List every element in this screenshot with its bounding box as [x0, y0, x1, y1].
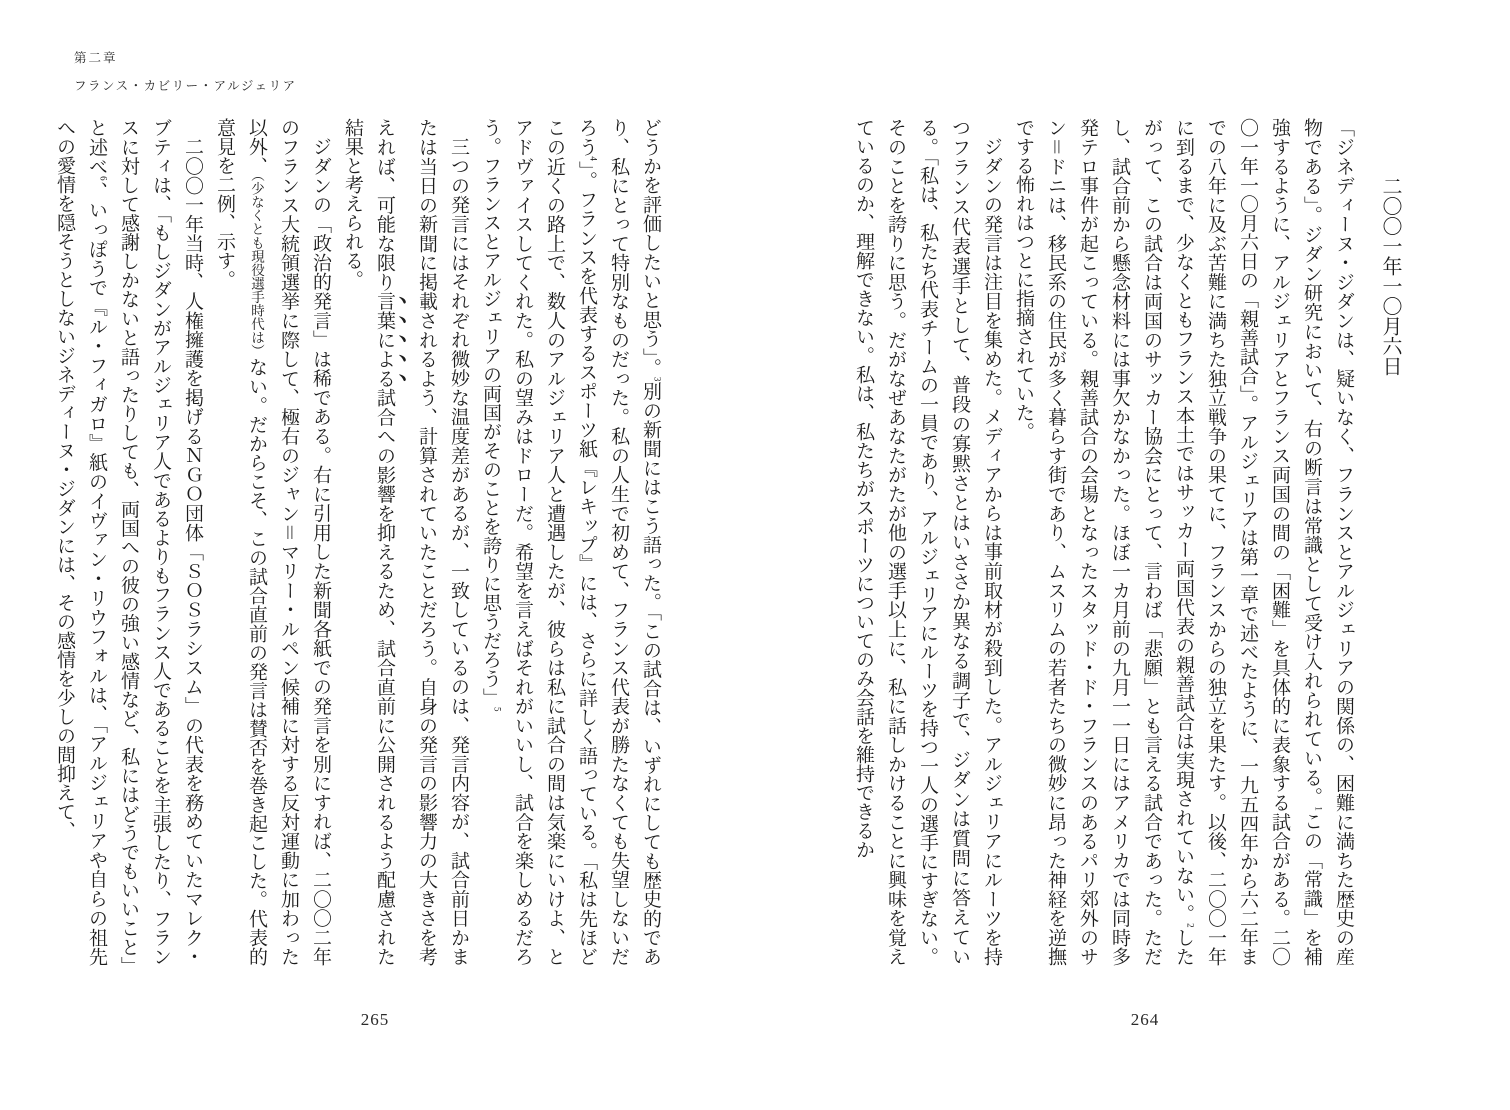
body-text: 三つの発言にはそれぞれ微妙な温度差があるが、一致しているのは、発言内容が、試合前日かまたは当日の新聞に掲載されるよう、計算されていたことだろう。自身の発言の影響力の大きさを考えれば、可能な限り: [374, 118, 469, 966]
body-text: したがって、この試合は両国のサッカー協会にとって、言わば「悲願」とも言える試合であった。ただし、試合前から懸念材料には事欠かなかった。ほぼ一カ月前の九月一一日にはアメリカでは同時多発テロ事件が起こっている。親善試合の会場となったスタッド・ド・フランスのあるパリ郊外のサン＝ドニは、移民系の住民が多く暮らす街であり、ムスリムの若者たちの微妙に昂った神経を逆撫でする怖れはつとに指摘されていた。: [1013, 118, 1194, 967]
body-text: 「ジネディーヌ・ジダンは、疑いなく、フランスとアルジェリアの関係の、困難に満ちた歴史の産物である」。ジダン研究において、右の断言は常識として受け入れられている。: [1301, 118, 1354, 966]
body-text: 」。フランスを代表するスポーツ紙『レキップ』には、さらに詳しく語っている。「私は先ほどこの近くの路上で、数人のアルジェリア人と遭遇したが、彼らは私に試合の間は気楽にいけよ、とアドヴァイスしてくれた。私の望みはドローだ。希望を言えばそれがいいし、試合を楽しめるだろう。フランスとアルジェリアの両国がそのことを誇りに思うだろう」: [480, 118, 597, 967]
chapter-title: フランス・カビリー・アルジェリア: [74, 79, 297, 93]
parenthetical-note: （少なくとも現役選手時代は）: [249, 175, 264, 358]
page-number-right: 264: [1130, 1010, 1160, 1029]
body-text: 試合への影響を抑えるため、試合直前に公開されるよう配慮された結果と考えられる。: [342, 118, 395, 967]
left-page-body: [54, 118, 666, 967]
latin-acronym: ＳＯＳ: [182, 561, 203, 620]
footnote-ref: 6: [98, 176, 109, 181]
paragraph: [208, 118, 336, 966]
body-text: ない。だからこそ、この試合直前の発言は賛否を巻き起こした。代表的意見を二例、示す。: [214, 118, 267, 966]
footnote-ref: 3: [652, 376, 663, 382]
chapter-header: [74, 48, 297, 94]
body-text: ジダンの発言は注目を集めた。メディアからは事前取材が殺到した。アルジェリアにルーツを持つフランス代表選手として、普段の寡黙さとはいささか異なる調子で、ジダンは質問に答えている。「私は、私たち代表チームの一員であり、アルジェリアにルーツを持つ一人の選手にすぎない。そのことを誇りに思う。だがなぜあなたがたが他の選手以上に、私に話しかけることに興味を覚えているのか、理解できない。私は、私たちがスポーツについてのみ会話を維持できるか: [853, 118, 1002, 967]
body-text: 、いっぽうで『ル・フィガロ』紙のイヴァン・リウフォルは、「アルジェリアや自らの祖先への愛情を隠そうとしないジネディーヌ・ジダンには、その感情を少しの間抑えて、: [54, 118, 107, 967]
paragraph: [847, 118, 1007, 966]
paragraph: [336, 118, 474, 966]
paragraph: [1007, 118, 1359, 966]
paragraph: [474, 118, 666, 966]
body-text: ラシスム」の代表を務めていたマレク・ブティは、「もしジダンがアルジェリア人であるよりもフランス人であることを主張したり、フランスに対して感謝しかないと語ったりしても、両国への彼の強い感情など、私にはどうでもいいこと」と述べ: [86, 118, 203, 967]
body-text: この「常識」を補強するように、アルジェリアとフランス両国の間の「困難」を具体的に表象する試合がある。二〇〇一年一〇月六日の「親善試合」。アルジェリアは第一章で述べたように、一九五四年から六二年までの八年に及ぶ苦難に満ちた独立戦争の果てに、フランスからの独立を果たす。以後、二〇〇一年に到るまで、少なくともフランス本土ではサッカー両国代表の親善試合は実現されていない。: [1173, 118, 1322, 967]
footnote-ref: 5: [492, 707, 503, 712]
latin-acronym: ＮＧＯ: [182, 445, 203, 504]
body-text: ジダンの「政治的発言」は稀である。右に引用した新聞各紙での発言を別にすれば、二〇〇二年のフランス大統領選挙に際して、極右のジャン＝マリー・ルペン候補に対する反対運動に加わった以外、: [246, 118, 331, 966]
body-text: 二〇〇一年当時、人権擁護を掲げる: [182, 137, 203, 446]
footnote-ref: 1: [1313, 806, 1324, 811]
paragraph: [48, 118, 208, 966]
section-title: 二〇〇一年一〇月六日: [1379, 176, 1401, 376]
body-text: 別の新聞にはこう語った。「この試合は、いずれにしても歴史的であり、私にとって特別なものだった。私の人生で初めて、フランス代表が勝たなくても失望しないだろう: [576, 118, 661, 967]
body-text: どうかを評価したいと思う」。: [640, 118, 661, 377]
footnote-ref: 2: [1185, 923, 1196, 928]
body-text: 団体「: [182, 503, 203, 562]
page-number-left: 265: [360, 1010, 390, 1029]
chapter-number: 第二章: [74, 51, 118, 65]
footnote-ref: 4: [588, 156, 599, 161]
right-page-body: [845, 118, 1410, 966]
emphasized-text: 言葉による: [374, 291, 395, 388]
